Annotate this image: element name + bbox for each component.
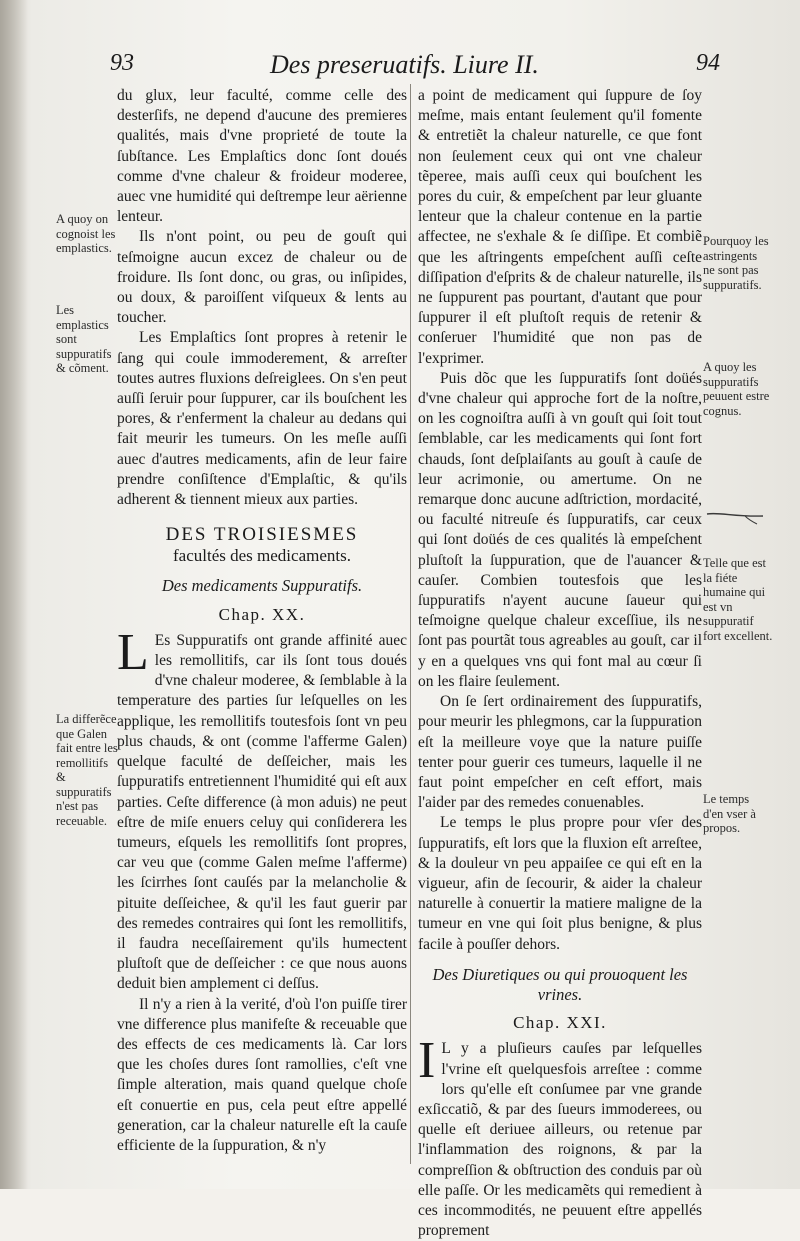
paragraph: Puis dõc que les ſuppuratifs ſont doüés d'vne chaleur qui approche fort de la noſtre, on les cognoiſtra auſſi à vn gouſt qui ſoit tout ſemblable, car les medicaments qui ſont fort chauds, ſont deſplaiſants au gouſt à cauſe de leur acrimonie, ou amertume. On ne remarque donc aucune adſtriction, mordacité, ou faculté nitreuſe és ſuppuratifs, car ceux qui ſont doüés de ces qualités là empeſchent pluſtoſt la ſuppuration, que de l'auancer & cauſer. Combien toutesfois que les ſuppuratifs n'ayent aucune ſaueur qui teſmoigne quelque chaleur exceſſiue, ils ne ſont pas pourtãt tous agreables au gouſt, car il y en a quelques vns qui font mal au cœur ſi on les flaire ſeulement. [418,369,702,690]
margin-note: Le temps d'en vser à propos. [703,792,756,835]
paragraph-text: Es Suppuratifs ont grande affinité auec les remollitifs, car ils ſont tous doués d'vne chaleur moderee, & ſemblable à la temperature des parties ſur leſquelles on les applique, les remollitifs toutesfois ſont vn peu plus chauds, & ont (comme l'afferme Galen) quelque faculté de deſſeicher, mais les ſuppuratifs entretiennent l'humidité qui eſt aux parties. Ceſte difference (à mon aduis) ne peut eſtre de miſe enuers celuy qui conſiderera les tumeurs, eſquels les remollitifs ſont propres, car veu que (comme Galen meſme l'afferme) les ſcirrhes ſont cauſés par la melancholie & pituite deſſeichee, & qu'il les faut guerir par des remedes contraires qui ſont les remollitifs, il faudra neceſſairement qu'ils humectent pluſtoſt que de deſſeicher : ce que nous auons deduit bien amplement ci deſſus. [117,631,407,993]
drop-cap: L [117,623,149,681]
margin-note: A quoy les suppuratifs peuuent estre cognus. [703,360,770,418]
page-number-left: 93 [110,50,134,76]
margin-note: Telle que est la fiéte humaine qui est vn suppuratif fort excellent. [703,556,773,643]
section-title: DES TROISIESMES [165,524,359,546]
paragraph [418,1032,702,1241]
margin-note: Pourquoy les astringents ne sont pas suppuratifs. [703,234,769,292]
right-column [418,86,702,1241]
drop-cap: I [418,1032,436,1090]
paragraph-text: L y a pluſieurs cauſes par leſquelles l'vrine eſt quelquesfois arreſtee : comme lors qu'elle eſt conſumee par vne grande exſiccatiõ, & par des ſueurs immoderees, ou quelle eſt deriuee ailleurs, ou retenue par l'inflammation des roignons, & par la compreſſion & obſtruction des conduis par où elle paſſe. Or les medicamẽts qui remedient à ces incommodités, ne peuuent eſtre appellés proprement [418,1040,702,1240]
paragraph: Ils n'ont point, ou peu de gouſt qui teſmoigne aucun excez de chaleur ou de froidure. Ils ſont donc, ou gras, ou inſipides, ou doux, & paroiſſent viſqueux & lents au toucher. [117,228,407,327]
paragraph [117,623,407,995]
binding-shadow [0,0,28,1189]
chapter-heading: Des Diuretiques ou qui prouoquent les vrines. [432,964,688,1004]
column-divider [410,84,411,1164]
margin-note: Les emplastics sont suppuratifs & cõment. [56,303,112,375]
paragraph: a point de medicament qui ſuppure de ſoy meſme, mais entant ſeulement qu'il fomente & entretiẽt la chaleur naturelle, ce que font non ſeulement ceux qui ont vne chaleur tẽperee, mais auſſi ceux qui bouſchent les pores du cuir, & empeſchent par leur gluante lenteur que la chaleur contenue en la partie affectee, ne s'exhale & ſe diſſipe. Et combiẽ que les aſtringents empeſchent auſſi ceſte diſſipation d'eſprits & de chaleur naturelle, ils ne ſuppurent pas pourtant, d'autant que pour ſuppurer il eſt pluſtoſt requis de retenir & conſeruer l'humidité que non pas de l'exprimer. [418,87,702,367]
paragraph: Le temps le plus propre pour vſer des ſuppuratifs, eſt lors que la fluxion eſt arreſtee, & la douleur vn peu appaiſee ce qui eſt en la vigueur, afin de ſecourir, & aider la chaleur naturelle à conuertir la matiere maligne de la tumeur en vne qui ſoit plus benigne, & plus facile à pouſſer dehors. [418,814,702,953]
chapter-number: Chap. XXI. [513,1013,607,1033]
running-header [110,50,720,84]
paragraph: du glux, leur faculté, comme celle des desterſifs, ne depend d'aucune des premieres qualités, mais d'vne proprieté de toute la ſubſtance. Les Emplaſtics donc ſont doués comme d'vne chaleur & froideur moderee, auec vne humidité qui deſtrempe leur aërienne lenteur. [117,87,407,226]
left-column [117,86,407,1156]
margin-note: A quoy on cognoist les emplastics. [56,212,116,255]
margin-note: La differẽce que Galen fait entre les remollitifs & suppuratifs n'est pas receuable. [56,712,118,828]
page-number-right: 94 [696,50,720,76]
paragraph: Il n'y a rien à la verité, d'où l'on puiſſe tirer vne difference plus manifeſte & receuable que des effects de ces medicaments là. Car lors que les choſes dures ſont ramollies, c'eſt vne ſimple alteration, mais quand quelque choſe eſt conuertie en pus, cela peut eſtre appellé generation, car la chaleur naturelle eſt la cauſe efficiente de la ſuppuration, & n'y [117,995,407,1154]
chapter-heading: Des medicaments Suppuratifs. [161,576,363,596]
section-subtitle: facultés des medicaments. [173,546,351,566]
chapter-number: Chap. XX. [218,604,306,624]
paragraph: Les Emplaſtics ſont propres à retenir le ſang qui coule immoderement, & arreſter toutes autres fluxions deſreiglees. On s'en peut auſſi ſeruir pour ſuppurer, car ils bouſchent les pores, & r'enferment la chaleur au dedans qui fait meurir les tumeurs. On les meſle auſſi auec d'autres medicaments, afin de leur faire prendre conſiſtence d'Emplaſtic, & qu'ils adherent & tiennent mieux aux parties. [117,329,407,509]
ink-mark-icon [705,508,765,526]
running-title: Des preseruatifs. Liure II. [270,50,539,79]
paragraph: On ſe ſert ordinairement des ſuppuratifs, pour meurir les phlegmons, car la ſuppuration eſt la meilleure voye que la nature puiſſe tenter pour guerir ces tumeurs, laquelle il ne faut point empeſcher en ceſt effort, mais l'aider par des remedes conuenables. [418,693,702,812]
